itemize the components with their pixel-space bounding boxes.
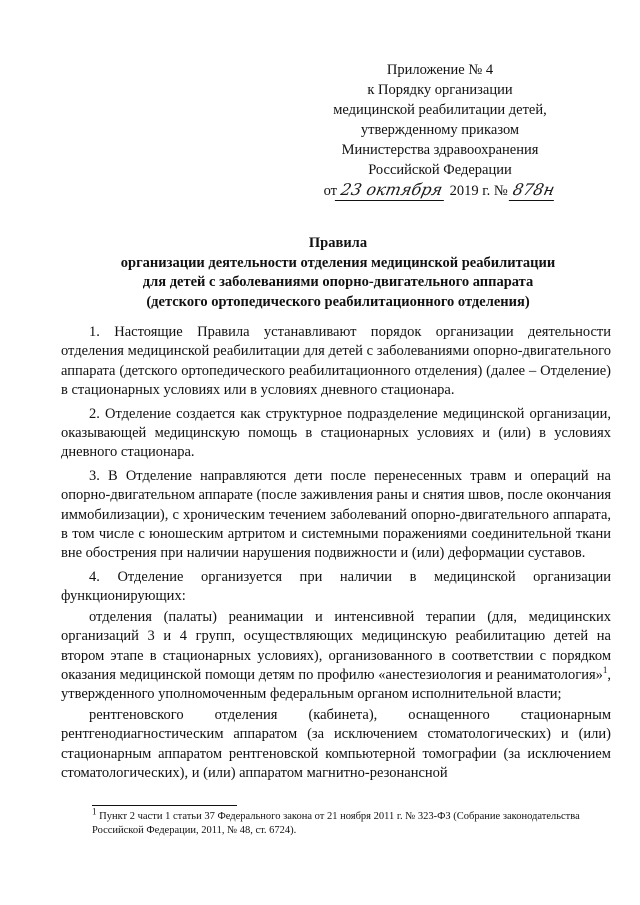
footnote-marker: 1	[92, 806, 97, 817]
footnote-divider	[92, 805, 237, 806]
footnote	[92, 806, 612, 837]
footnote-ref: 1	[602, 665, 608, 676]
header-line-approved: утвержденному приказом	[360, 122, 520, 138]
title-line-4: (детского ортопедического реабилитационного отделения)	[146, 293, 530, 310]
title-line-1: Правила	[308, 235, 368, 251]
header-line-federation: Российской Федерации	[368, 162, 512, 178]
paragraph-5-text: отделения (палаты) реанимации и интенсивной терапии (для, медицинских организаций 3 и 4 групп, осуществляющих медицинскую реабилитацию детей на втором этапе в стационарных условиях), организованного в соответствии с порядком оказания медицинской помощи детям по профилю «анестезиология и реаниматология»	[61, 608, 611, 683]
appendix-header	[300, 60, 580, 201]
header-line-subject: медицинской реабилитации детей,	[333, 102, 547, 118]
date-year: 2019 г. №	[449, 183, 508, 199]
header-line-appendix: Приложение № 4	[386, 62, 494, 78]
paragraph-3: 3. В Отделение направляются дети после перенесенных травм и операций на опорно-двигательном аппарате (после заживления раны и снятия швов, после окончания иммобилизации), с хроническим течением заболеваний опорно-двигательного аппарата, в том числе с юношеским артритом и системными поражениями соединительной ткани вне обострения при наличии нарушения подвижности и (или) деформации суставов.	[61, 467, 611, 562]
paragraph-5-tail: , утвержденного уполномоченным федеральным органом исполнительной власти;	[61, 666, 611, 703]
handwritten-order-number: 878н	[509, 180, 559, 201]
document-title	[60, 234, 616, 312]
paragraph-6: рентгеновского отделения (кабинета), оснащенного стационарным рентгенодиагностическим аппаратом (за исключением стоматологических) и (или) стационарным аппаратом рентгеновской компьютерной томографии (за исключением стоматологических), и (или) аппаратом магнитно-резонансной	[61, 706, 611, 781]
header-line-order: к Порядку организации	[367, 82, 513, 98]
document-body	[61, 323, 611, 787]
paragraph-1: 1. Настоящие Правила устанавливают порядок организации деятельности отделения медицинской реабилитации для детей с заболеваниями опорно-двигательного аппарата (детского ортопедического реабилитационного отделения) (далее – Отделение) в стационарных условиях или в условиях дневного стационара.	[61, 324, 611, 399]
paragraph-5	[61, 608, 611, 705]
handwritten-date: 23 октября	[335, 180, 448, 201]
order-date-line	[300, 180, 580, 201]
paragraph-4: 4. Отделение организуется при наличии в медицинской организации функционирующих:	[61, 568, 611, 605]
header-line-ministry: Министерства здравоохранения	[341, 142, 539, 158]
paragraph-2: 2. Отделение создается как структурное подразделение медицинской организации, оказывающей медицинскую помощь в стационарных условиях и (или) в условиях дневного стационара.	[61, 405, 611, 461]
title-line-3: для детей с заболеваниями опорно-двигательного аппарата	[142, 274, 534, 290]
date-prefix: от	[323, 183, 338, 199]
footnote-text: Пункт 2 части 1 статьи 37 Федерального закона от 21 ноября 2011 г. № 323-ФЗ (Собрание законодательства Российской Федерации, 2011, № 48, ст. 6724).	[92, 811, 580, 836]
title-line-2: организации деятельности отделения медицинской реабилитации	[120, 254, 556, 271]
